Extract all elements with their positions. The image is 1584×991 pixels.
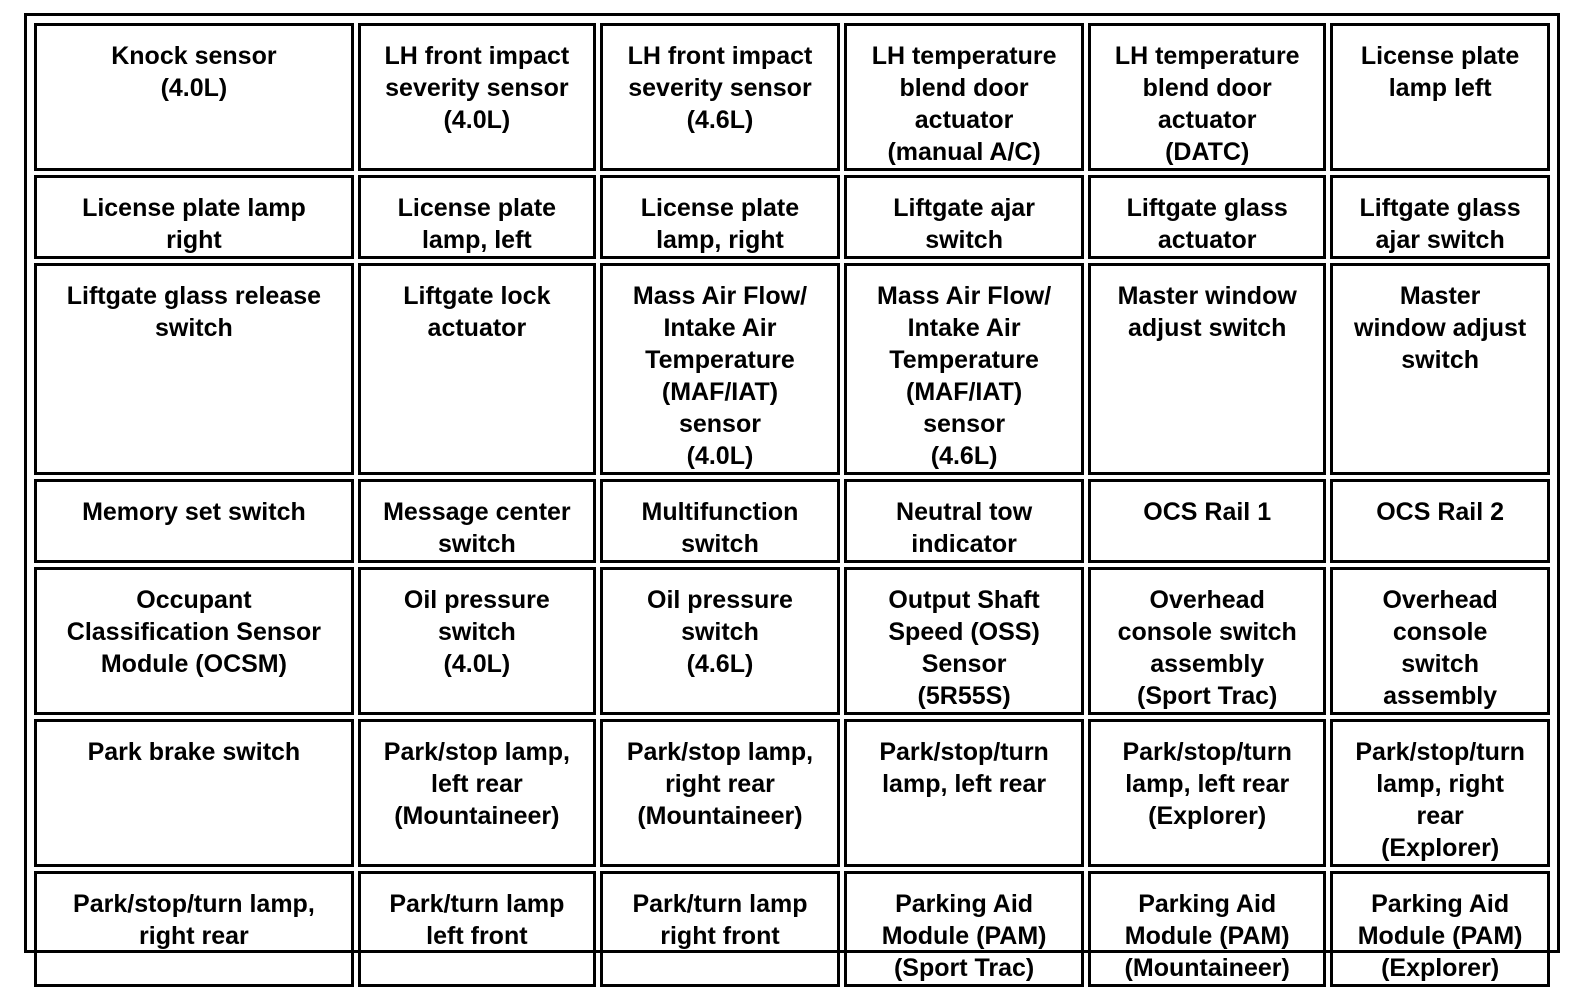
table-cell: LH front impact severity sensor (4.6L) [600,23,840,171]
table-cell: Output Shaft Speed (OSS) Sensor (5R55S) [844,567,1084,715]
table-cell: OCS Rail 1 [1088,479,1326,563]
table-cell: Park brake switch [34,719,354,867]
table-cell: Liftgate ajar switch [844,175,1084,259]
table-cell: Liftgate glass ajar switch [1330,175,1550,259]
table-cell: Liftgate glass actuator [1088,175,1326,259]
table-cell: Occupant Classification Sensor Module (OCSM) [34,567,354,715]
table-cell: Parking Aid Module (PAM) (Explorer) [1330,871,1550,987]
table-cell: Park/turn lamp left front [358,871,596,987]
table-cell: Multifunction switch [600,479,840,563]
table-cell: Overhead console switch assembly (Sport Trac) [1088,567,1326,715]
table-row [34,719,1550,867]
table-cell: Overhead console switch assembly [1330,567,1550,715]
component-table [30,19,1554,991]
table-row [34,263,1550,475]
table-cell: License plate lamp, right [600,175,840,259]
table-cell: Mass Air Flow/ Intake Air Temperature (MAF/IAT) sensor (4.0L) [600,263,840,475]
table-cell: Oil pressure switch (4.0L) [358,567,596,715]
table-row [34,479,1550,563]
component-table-frame [24,13,1560,982]
table-cell: Liftgate lock actuator [358,263,596,475]
table-cell: Oil pressure switch (4.6L) [600,567,840,715]
table-cell: LH temperature blend door actuator (manual A/C) [844,23,1084,171]
table-cell: Mass Air Flow/ Intake Air Temperature (MAF/IAT) sensor (4.6L) [844,263,1084,475]
table-cell: Park/stop/turn lamp, right rear [34,871,354,987]
table-cell: License plate lamp right [34,175,354,259]
table-cell: Memory set switch [34,479,354,563]
table-cell: LH front impact severity sensor (4.0L) [358,23,596,171]
table-cell: Parking Aid Module (PAM) (Mountaineer) [1088,871,1326,987]
table-cell: Master window adjust switch [1330,263,1550,475]
table-row [34,567,1550,715]
table-cell: Master window adjust switch [1088,263,1326,475]
table-cell: Knock sensor (4.0L) [34,23,354,171]
table-cell: Message center switch [358,479,596,563]
table-row [34,871,1550,987]
table-cell: License plate lamp left [1330,23,1550,171]
table-cell: Liftgate glass release switch [34,263,354,475]
table-cell: OCS Rail 2 [1330,479,1550,563]
table-cell: LH temperature blend door actuator (DATC) [1088,23,1326,171]
table-cell: Park/stop/turn lamp, left rear (Explorer) [1088,719,1326,867]
table-cell: Park/stop/turn lamp, right rear (Explorer) [1330,719,1550,867]
table-row [34,175,1550,259]
table-cell: License plate lamp, left [358,175,596,259]
table-cell: Parking Aid Module (PAM) (Sport Trac) [844,871,1084,987]
table-cell: Neutral tow indicator [844,479,1084,563]
table-cell: Park/stop lamp, right rear (Mountaineer) [600,719,840,867]
table-row [34,23,1550,171]
table-cell: Park/stop/turn lamp, left rear [844,719,1084,867]
table-cell: Park/turn lamp right front [600,871,840,987]
table-cell: Park/stop lamp, left rear (Mountaineer) [358,719,596,867]
